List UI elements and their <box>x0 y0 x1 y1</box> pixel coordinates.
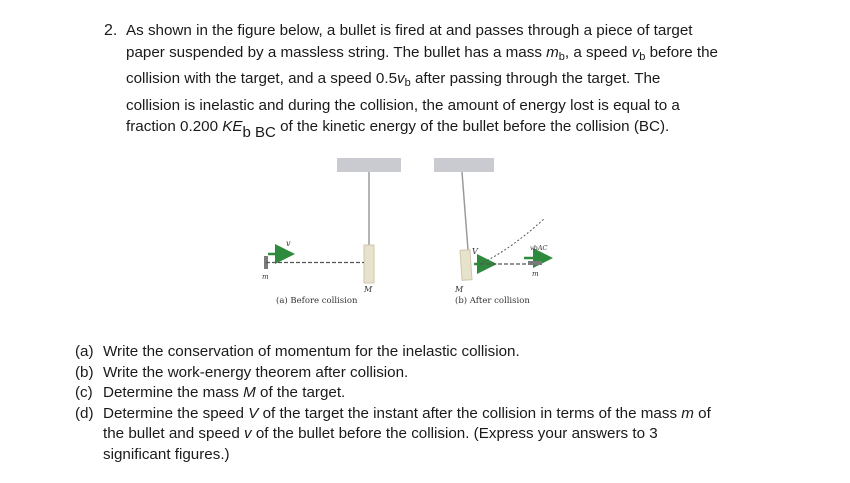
vbac-label: vbAC <box>530 244 548 252</box>
collision-figure <box>240 150 620 320</box>
part-label <box>75 424 103 445</box>
m-label-left: m <box>262 273 269 281</box>
target-left <box>364 245 374 283</box>
text-span: Determine the mass <box>103 384 244 401</box>
sub-b: b <box>639 50 646 63</box>
part-label: (d) <box>75 404 94 422</box>
text-span: paper suspended by a massless string. The bullet has a mass <box>126 43 547 61</box>
var-V: V <box>248 404 259 422</box>
collision-diagram <box>240 150 620 320</box>
part-a <box>75 342 775 363</box>
m-label-right: m <box>532 270 539 278</box>
var-vb: v <box>631 43 640 61</box>
problem-line-2 <box>126 42 808 69</box>
part-text <box>103 383 775 404</box>
part-text: significant figures.) <box>103 445 230 463</box>
part-d-continued <box>75 424 775 445</box>
v-label: v <box>286 239 291 248</box>
problem-statement <box>104 20 808 144</box>
V-label: V <box>472 247 478 256</box>
part-text <box>103 404 775 425</box>
text-span: before the <box>645 43 718 61</box>
part-d <box>75 404 775 425</box>
part-b <box>75 363 775 384</box>
text-span: fraction 0.200 <box>126 118 223 135</box>
text-span: after passing through the target. The <box>410 70 661 87</box>
problem-line-4: collision is inelastic and during the collision, the amount of energy lost is equal to a <box>126 96 680 114</box>
problem-number: 2. <box>104 22 118 39</box>
part-text <box>103 424 775 445</box>
sub-b: b <box>404 77 411 89</box>
M-label-left: M <box>364 285 373 294</box>
var-v: v <box>244 425 252 442</box>
text-span: of <box>693 404 711 422</box>
text-span: of the bullet before the collision. (Express your answers to 3 <box>251 425 658 442</box>
sub-b: b <box>558 50 565 63</box>
var-ke: KE <box>222 118 243 135</box>
M-label-right: M <box>455 285 464 294</box>
text-span: collision with the target, and a speed 0.5 <box>126 70 398 87</box>
var-mb: m <box>546 43 559 61</box>
part-text: Write the work-energy theorem after collision. <box>103 363 409 381</box>
problem-text <box>126 20 808 144</box>
before-collision-panel <box>262 158 401 306</box>
part-label: (c) <box>75 384 93 401</box>
question-parts <box>75 342 775 465</box>
bullet-right <box>528 261 542 265</box>
var-M: M <box>243 384 256 401</box>
part-d-final <box>75 445 775 466</box>
text-span: the bullet and speed <box>103 425 245 442</box>
var-m: m <box>681 404 694 422</box>
text-span: Determine the speed <box>103 404 249 422</box>
ceiling-right <box>434 158 494 172</box>
target-right <box>460 250 472 281</box>
after-collision-panel <box>434 158 548 306</box>
ceiling-left <box>337 158 401 172</box>
sub-b-bc: b BC <box>242 124 276 141</box>
caption-before: (a) Before collision <box>276 296 358 306</box>
part-label <box>75 445 103 466</box>
problem-line-3 <box>126 68 808 95</box>
part-label: (b) <box>75 363 94 381</box>
part-c <box>75 383 775 404</box>
problem-line-5 <box>126 116 808 144</box>
part-label: (a) <box>75 343 94 360</box>
var-vb: v <box>397 70 405 87</box>
text-span: of the kinetic energy of the bullet before the collision (BC). <box>275 118 670 135</box>
part-text: Write the conservation of momentum for the inelastic collision. <box>103 343 520 360</box>
string-right <box>462 172 468 250</box>
text-span: of the target. <box>255 384 346 401</box>
problem-line-1: As shown in the figure below, a bullet is fired at and passes through a piece of target <box>126 22 693 39</box>
text-span: , a speed <box>564 43 632 61</box>
text-span: of the target the instant after the collision in terms of the mass <box>258 404 682 422</box>
caption-after: (b) After collision <box>455 296 530 306</box>
